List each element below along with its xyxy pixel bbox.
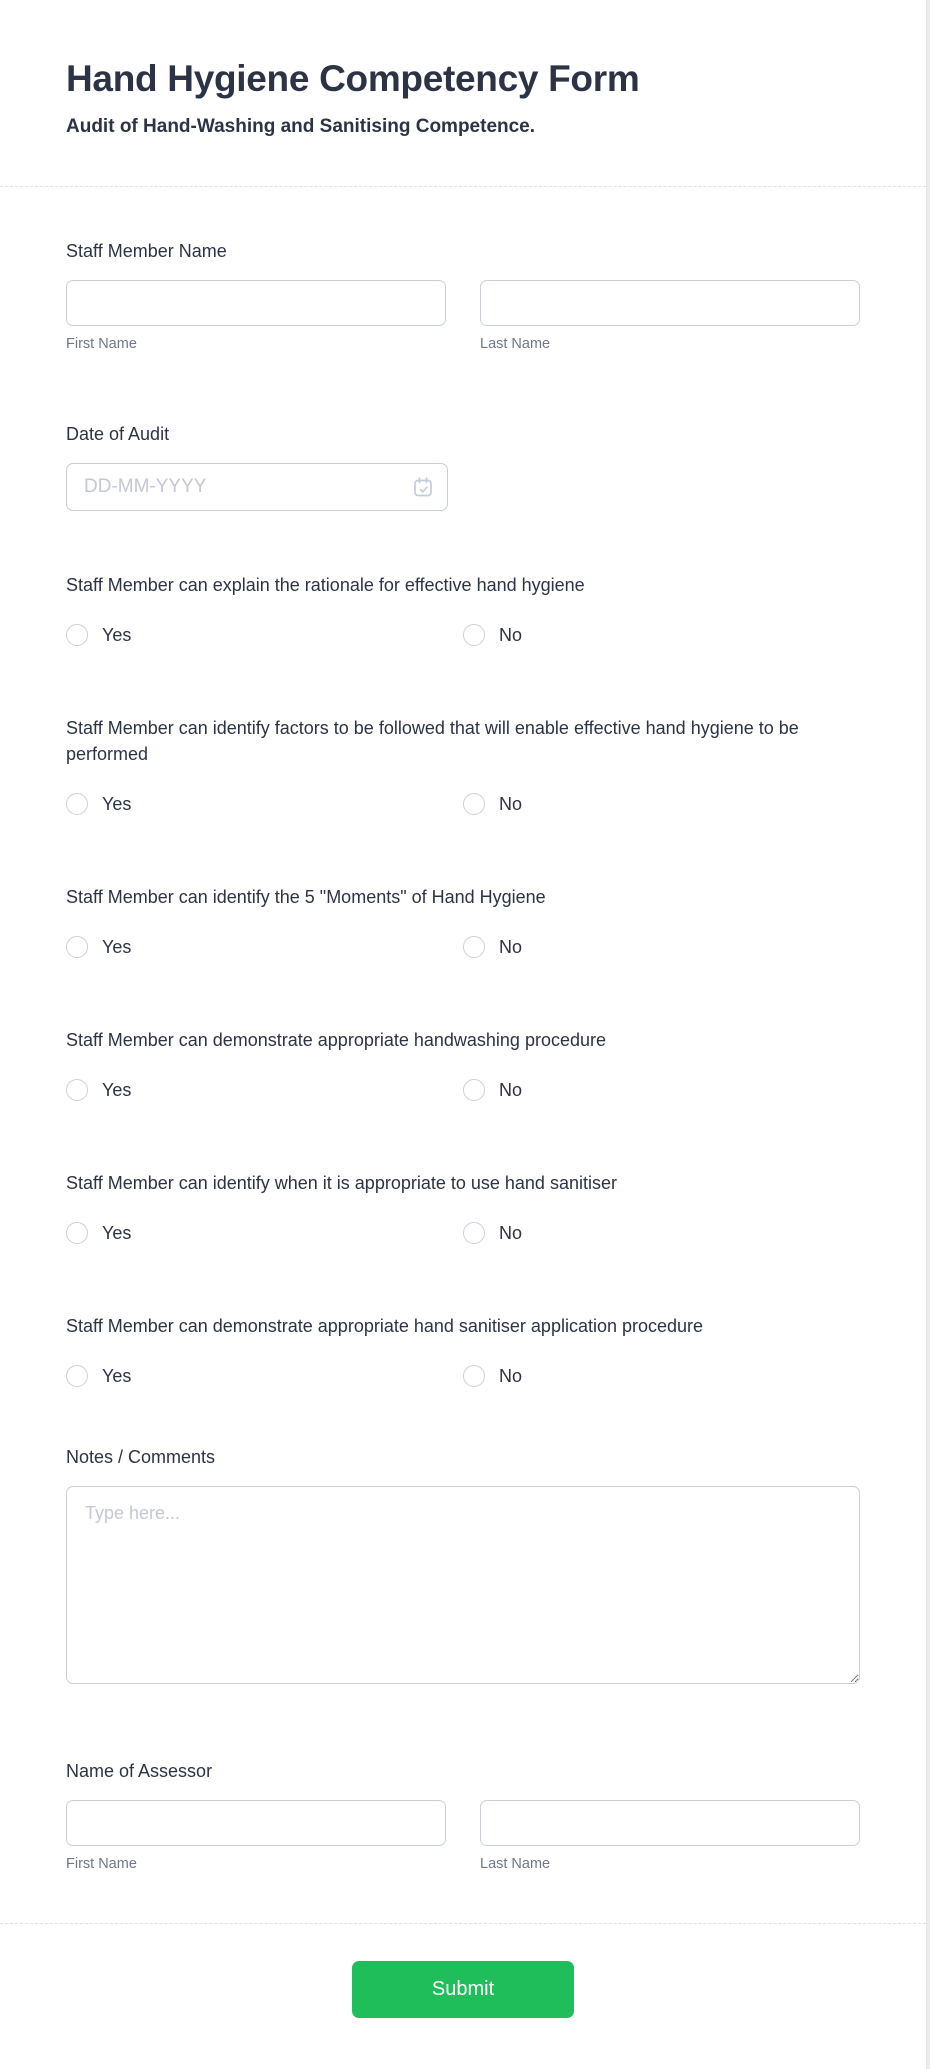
radio-option-label: Yes	[102, 793, 132, 814]
calendar-icon[interactable]	[411, 475, 435, 499]
question-5-label: Staff Member can identify when it is appropriate to use hand sanitiser	[66, 1173, 617, 1193]
radio-option-label: No	[499, 793, 523, 814]
assessor-first-name-sublabel: First Name	[66, 1856, 137, 1872]
radio-option-label: Yes	[102, 1365, 132, 1386]
staff-name-section	[66, 241, 860, 353]
question-6-label: Staff Member can demonstrate appropriate hand sanitiser application procedure	[66, 1316, 704, 1336]
radio-option-label: Yes	[102, 624, 132, 645]
question-3-label: Staff Member can identify the 5 "Moments" of Hand Hygiene	[66, 887, 546, 907]
form-body	[0, 187, 926, 1923]
submit-button[interactable]: Submit	[352, 1961, 574, 2018]
question-2-option-no[interactable]	[463, 793, 860, 815]
notes-section	[66, 1447, 860, 1689]
notes-textarea[interactable]	[66, 1486, 860, 1684]
radio-option-label: No	[499, 936, 523, 957]
audit-date-label: Date of Audit	[66, 424, 170, 444]
staff-first-name-input[interactable]	[66, 280, 446, 326]
question-4-option-no[interactable]	[463, 1079, 860, 1101]
radio-option-label: No	[499, 1222, 523, 1243]
radio-option-label: Yes	[102, 1222, 132, 1243]
assessor-last-name-input[interactable]	[480, 1800, 860, 1846]
audit-date-section	[66, 424, 860, 511]
radio-circle-icon[interactable]	[463, 1365, 485, 1387]
question-5-option-yes[interactable]	[66, 1222, 463, 1244]
radio-option-label: Yes	[102, 936, 132, 957]
radio-circle-icon[interactable]	[66, 1079, 88, 1101]
form-footer	[0, 1923, 926, 2069]
radio-circle-icon[interactable]	[463, 1079, 485, 1101]
radio-circle-icon[interactable]	[66, 624, 88, 646]
staff-name-label: Staff Member Name	[66, 241, 227, 261]
question-2	[66, 715, 860, 815]
radio-circle-icon[interactable]	[66, 1365, 88, 1387]
assessor-last-name-sublabel: Last Name	[480, 1856, 551, 1872]
radio-circle-icon[interactable]	[66, 793, 88, 815]
question-1-label: Staff Member can explain the rationale for effective hand hygiene	[66, 575, 585, 595]
radio-circle-icon[interactable]	[66, 936, 88, 958]
page-title: Hand Hygiene Competency Form	[66, 58, 640, 99]
staff-last-name-input[interactable]	[480, 280, 860, 326]
question-6-option-yes[interactable]	[66, 1365, 463, 1387]
question-5-option-no[interactable]	[463, 1222, 860, 1244]
radio-option-label: No	[499, 1365, 523, 1386]
radio-circle-icon[interactable]	[463, 624, 485, 646]
question-6-option-no[interactable]	[463, 1365, 860, 1387]
staff-first-name-sublabel: First Name	[66, 336, 137, 352]
assessor-first-name-input[interactable]	[66, 1800, 446, 1846]
question-4-label: Staff Member can demonstrate appropriate handwashing procedure	[66, 1030, 606, 1050]
question-1-option-yes[interactable]	[66, 624, 463, 646]
audit-date-input[interactable]	[66, 463, 448, 511]
assessor-name-section	[66, 1761, 860, 1873]
radio-option-label: Yes	[102, 1079, 132, 1100]
radio-circle-icon[interactable]	[66, 1222, 88, 1244]
question-2-label: Staff Member can identify factors to be followed that will enable effective hand hygiene to be performed	[66, 718, 799, 764]
question-4-option-yes[interactable]	[66, 1079, 463, 1101]
radio-circle-icon[interactable]	[463, 793, 485, 815]
staff-last-name-sublabel: Last Name	[480, 336, 551, 352]
question-3-option-no[interactable]	[463, 936, 860, 958]
radio-circle-icon[interactable]	[463, 936, 485, 958]
question-3	[66, 884, 860, 958]
question-1-option-no[interactable]	[463, 624, 860, 646]
question-5	[66, 1170, 860, 1244]
question-6	[66, 1313, 860, 1387]
radio-circle-icon[interactable]	[463, 1222, 485, 1244]
question-3-option-yes[interactable]	[66, 936, 463, 958]
radio-option-label: No	[499, 1079, 523, 1100]
form-header	[0, 0, 926, 187]
radio-option-label: No	[499, 624, 523, 645]
notes-label: Notes / Comments	[66, 1447, 216, 1467]
page-subtitle: Audit of Hand-Washing and Sanitising Competence.	[66, 116, 536, 137]
question-4	[66, 1027, 860, 1101]
question-2-option-yes[interactable]	[66, 793, 463, 815]
question-1	[66, 572, 860, 646]
assessor-name-label: Name of Assessor	[66, 1761, 213, 1781]
